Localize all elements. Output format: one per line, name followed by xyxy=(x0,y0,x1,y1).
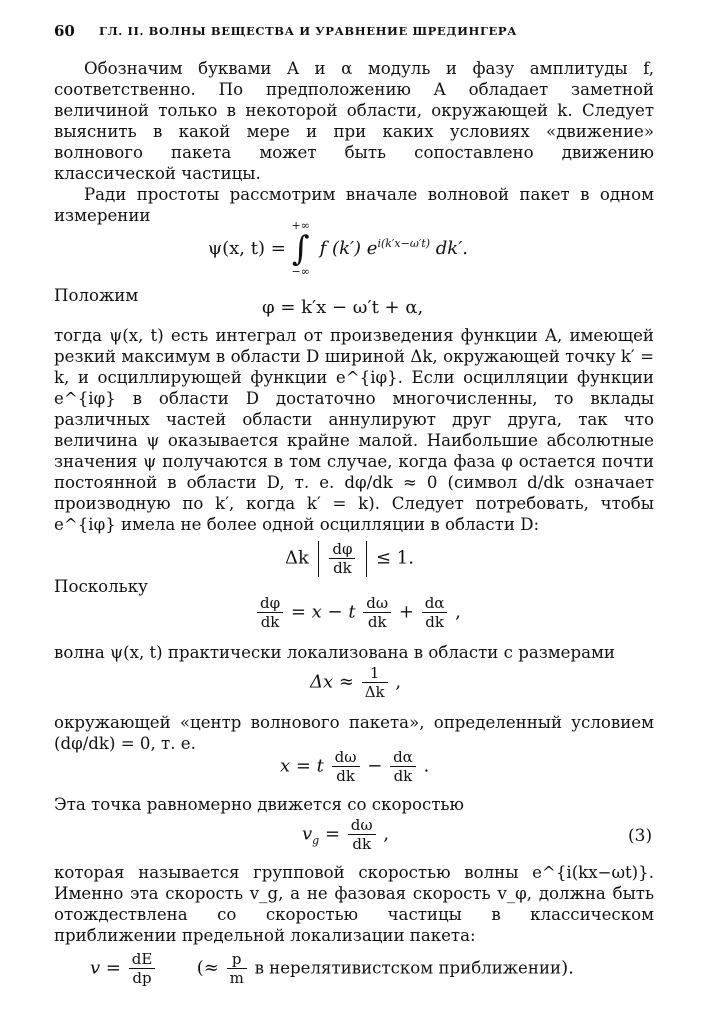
fraction-dphi-dk xyxy=(329,540,355,577)
fraction-numerator: dφ xyxy=(257,594,283,613)
fraction-denominator: dp xyxy=(132,969,152,987)
fraction-numerator: dα xyxy=(390,748,416,767)
fraction-numerator: dE xyxy=(129,950,156,969)
paragraph-4: тогда ψ(x, t) есть интеграл от произведения функции A, имеющей резкий максимум в области D шириной Δk, окружающей точку k′ = k, и осциллирующей функции e^{iφ}. Если осцилляции функции e^{iφ} в области D достаточно многочисленны, то вклады различных частей области аннулируют друг друга, так что величина ψ оказывается крайне малой. Наибольшие абсолютные значения ψ получаются в том случае, когда фаза φ остается почти постоянной в области D, т. е. dφ/dk ≈ 0 (символ d/dk означает производную по k′, когда k′ = k). Следует потребовать, чтобы e^{iφ} имела не более одной осцилляции в области D: xyxy=(54,326,654,534)
fraction-2 xyxy=(363,594,391,631)
fraction-1 xyxy=(257,594,283,631)
fraction-denominator: dk xyxy=(333,559,352,577)
equation-delta-x xyxy=(310,664,401,701)
equation-psi-integral xyxy=(208,220,468,278)
eq-vg-sub: g xyxy=(312,834,320,848)
fraction-dalpha-dk xyxy=(390,748,416,785)
fraction-domega-dk xyxy=(332,748,360,785)
running-header xyxy=(54,22,654,46)
fraction-denominator: m xyxy=(229,969,244,987)
paragraph-6: волна ψ(x, t) практически локализована в области с размерами xyxy=(54,643,615,662)
fraction-numerator: dω xyxy=(348,816,376,835)
eq-vg-lhs: v xyxy=(302,823,313,845)
fraction-denominator: dk xyxy=(393,767,413,785)
fraction-numerator: dω xyxy=(363,594,391,613)
paragraph-8: Эта точка равномерно движется со скоростью xyxy=(54,795,465,814)
fraction-numerator: dφ xyxy=(329,540,355,559)
integral-lower-limit: −∞ xyxy=(291,265,310,278)
fraction-3 xyxy=(422,594,448,631)
fraction-vg xyxy=(348,816,376,853)
page-number: 60 xyxy=(54,22,75,40)
eq-x-mid: − xyxy=(367,755,383,777)
eq-psi-integrand: f (k′) e xyxy=(319,238,378,259)
eq-psi-lhs: ψ(x, t) = xyxy=(208,238,286,259)
eq-dx-lhs: Δx ≈ xyxy=(310,671,354,693)
fraction-denominator: dk xyxy=(260,613,280,631)
abs-bar-left xyxy=(318,541,319,577)
equation-phase: φ = k′x − ω′t + α, xyxy=(262,297,424,318)
paragraph-5: Поскольку xyxy=(54,577,148,596)
fraction-denominator: dk xyxy=(352,835,372,853)
fraction-denominator: Δk xyxy=(364,683,385,701)
paragraph-7: окружающей «центр волнового пакета», определенный условием (dφ/dk) = 0, т. е. xyxy=(54,713,654,753)
paragraph-9: которая называется групповой скоростью волны e^{i(kx−ωt)}. Именно эта скорость v_g, а не фазовая скорость v_φ, должна быть отождествлена со скоростью частицы в классическом приближении предельной локализации пакета: xyxy=(54,863,654,945)
eq-psi-differential: dk′. xyxy=(435,238,469,259)
fraction-numerator: dω xyxy=(332,748,360,767)
integral-upper-limit: +∞ xyxy=(291,219,310,232)
paragraph-1: Обозначим буквами A и α модуль и фазу амплитуды f, соответственно. По предположению A обладает заметной величиной только в некоторой области, окружающей k. Следует выяснить в какой мере и при каких условиях «движение» волнового пакета может быть сопоставлено движению классической частицы. xyxy=(54,59,654,183)
eq-dphi-mid-1: = x − t xyxy=(290,601,356,623)
eq-dx-end: , xyxy=(395,671,402,693)
eq-x-end: . xyxy=(423,755,430,777)
eq-v-text: в нерелятивистском приближении xyxy=(254,958,562,978)
eq-dphi-end: , xyxy=(455,601,461,623)
equation-dphi-dk xyxy=(255,594,461,631)
equation-number: (3) xyxy=(628,826,653,846)
paragraph-2: Ради простоты рассмотрим вначале волновой пакет в одном измерении xyxy=(54,185,654,225)
fraction-numerator: 1 xyxy=(362,664,388,683)
equation-particle-velocity xyxy=(90,950,574,987)
fraction-numerator: p xyxy=(227,950,247,969)
integral-symbol: ∫ xyxy=(291,229,310,269)
eq-vg-equals: = xyxy=(324,823,341,845)
eq-psi-exponent: i(k′x−ω′t) xyxy=(377,237,431,250)
eq-v-close: ). xyxy=(561,957,574,979)
eq-v-open: (≈ xyxy=(196,957,219,979)
running-title: ГЛ. II. ВОЛНЫ ВЕЩЕСТВА И УРАВНЕНИЕ ШРЕДИНГЕРА xyxy=(99,24,518,38)
equation-x-center xyxy=(280,748,429,785)
eq-x-lhs: x = t xyxy=(280,755,324,777)
fraction-numerator: dα xyxy=(422,594,448,613)
fraction-denominator: dk xyxy=(367,613,387,631)
equation-group-velocity xyxy=(302,816,389,853)
equation-delta-k xyxy=(285,540,414,577)
fraction-de-dp xyxy=(129,950,156,987)
eq-delta-lhs: Δk xyxy=(285,547,309,569)
eq-vg-end: , xyxy=(383,823,390,845)
fraction-denominator: dk xyxy=(336,767,355,785)
paragraph-3: Положим xyxy=(54,286,139,305)
eq-dphi-mid-2: + xyxy=(398,601,414,623)
fraction-denominator: dk xyxy=(425,613,444,631)
fraction-1-over-dk xyxy=(362,664,388,701)
integral-sign xyxy=(292,220,310,278)
fraction-p-m xyxy=(227,950,247,987)
abs-bar-right xyxy=(366,541,367,577)
eq-delta-rhs: ≤ 1. xyxy=(375,547,414,569)
eq-v-lhs: v = xyxy=(90,957,121,979)
